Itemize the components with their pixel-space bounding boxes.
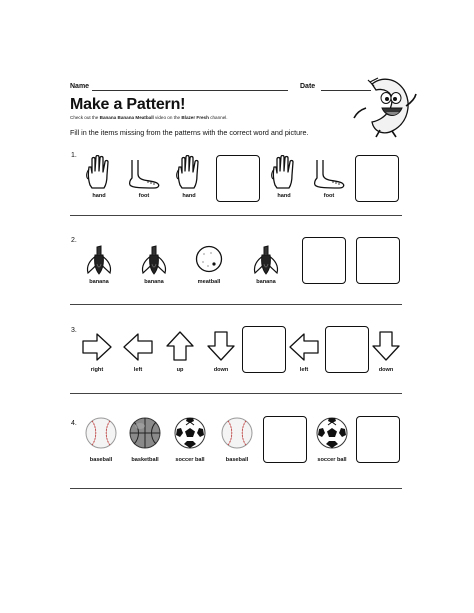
row-divider	[70, 304, 402, 305]
item-label: foot	[323, 193, 335, 199]
name-field[interactable]	[92, 90, 288, 91]
page-title: Make a Pattern!	[70, 96, 186, 113]
arrow-up-icon	[165, 330, 195, 362]
soccer-ball-icon	[315, 416, 349, 450]
item-label: meatball	[197, 279, 221, 285]
answer-box[interactable]	[356, 237, 400, 284]
date-label: Date	[300, 83, 316, 90]
item-label: left	[133, 367, 143, 373]
banana-icon	[249, 242, 283, 276]
row-3-number: 3.	[71, 327, 77, 334]
item-label: soccer ball	[317, 457, 347, 463]
hand-icon	[174, 155, 204, 189]
arrow-down-icon	[371, 330, 401, 362]
arrow-down-icon	[206, 330, 236, 362]
item-label: soccer ball	[175, 457, 205, 463]
item-label: up	[176, 367, 184, 373]
item-label: banana	[256, 279, 276, 285]
row-4-number: 4.	[71, 420, 77, 427]
answer-box[interactable]	[355, 155, 399, 202]
arrow-left-icon	[288, 332, 320, 362]
foot-icon	[311, 158, 347, 190]
instructions: Fill in the items missing from the patterns with the correct word and picture.	[70, 128, 309, 137]
item-label: hand	[182, 193, 196, 199]
baseball-icon	[220, 416, 254, 450]
item-label: left	[299, 367, 309, 373]
hand-icon	[84, 155, 114, 189]
banana-icon	[137, 242, 171, 276]
banana-icon	[82, 242, 116, 276]
row-divider	[70, 488, 402, 489]
hand-icon	[269, 155, 299, 189]
item-label: down	[213, 367, 229, 373]
item-label: baseball	[225, 457, 249, 463]
basketball-icon	[128, 416, 162, 450]
answer-box[interactable]	[356, 416, 400, 463]
item-label: right	[90, 367, 104, 373]
item-label: foot	[138, 193, 150, 199]
answer-box[interactable]	[242, 326, 286, 373]
arrow-left-icon	[122, 332, 154, 362]
item-label: down	[378, 367, 394, 373]
subtitle: Check out the Banana Banana Meatball video on the Blazer Fresh channel.	[70, 115, 228, 120]
row-divider	[70, 215, 402, 216]
item-label: hand	[92, 193, 106, 199]
item-label: baseball	[89, 457, 113, 463]
row-2-number: 2.	[71, 237, 77, 244]
row-1-number: 1.	[71, 152, 77, 159]
name-label: Name	[70, 83, 90, 90]
answer-box[interactable]	[325, 326, 369, 373]
item-label: banana	[89, 279, 109, 285]
item-label: hand	[277, 193, 291, 199]
row-divider	[70, 393, 402, 394]
banana-mascot-icon	[352, 76, 418, 138]
arrow-right-icon	[81, 332, 113, 362]
baseball-icon	[84, 416, 118, 450]
item-label: basketball	[131, 457, 159, 463]
soccer-ball-icon	[173, 416, 207, 450]
item-label: banana	[144, 279, 164, 285]
answer-box[interactable]	[216, 155, 260, 202]
meatball-icon	[194, 244, 224, 274]
foot-icon	[126, 158, 162, 190]
answer-box[interactable]	[263, 416, 307, 463]
answer-box[interactable]	[302, 237, 346, 284]
